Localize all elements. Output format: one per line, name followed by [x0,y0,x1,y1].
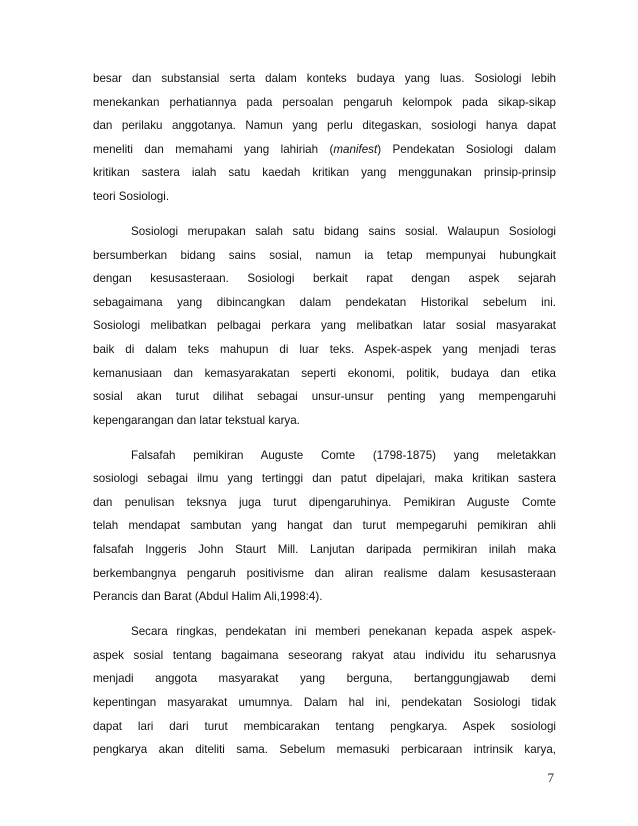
text-line: Perancis dan Barat (Abdul Halim Ali,1998:4). [93,590,323,604]
text-line: falsafah Inggeris John Staurt Mill. Lanjutan daripada permikiran inilah maka [93,543,556,557]
text-line: pengkarya akan diteliti sama. Sebelum memasuki perbicaraan intrinsik karya, [93,743,556,757]
text-line: menjadi anggota masyarakat yang berguna, bertanggungjawab demi [93,672,556,686]
text-line: kepentingan masyarakat umumnya. Dalam hal ini, pendekatan Sosiologi tidak [93,696,556,710]
text-line: baik di dalam teks mahupun di luar teks. Aspek-aspek yang menjadi teras [93,342,556,356]
paragraph-2 [93,220,556,432]
text-line: kritikan sastera ialah satu kaedah kritikan yang menggunakan prinsip-prinsip [93,166,556,180]
text-line: dengan kesusasteraan. Sosiologi berkait rapat dengan aspek sejarah [93,272,556,286]
text-line: aspek sosial tentang bagaimana seseorang rakyat atau individu itu seharusnya [93,648,556,662]
text-line: kemanusiaan dan kemasyarakatan seperti ekonomi, politik, budaya dan etika [93,366,556,380]
paragraph-3 [93,444,556,609]
paragraph-4 [93,620,556,762]
italic-term: manifest [333,142,378,156]
text-line: menekankan perhatiannya pada persoalan pengaruh kelompok pada sikap-sikap [93,95,556,109]
text-line: teori Sosiologi. [93,189,170,203]
text-line: bersumberkan bidang sains sosial, namun ia tetap mempunyai hubungkait [93,248,556,262]
text-line: kepengarangan dan latar tekstual karya. [93,413,300,427]
text-line: dan perilaku anggotanya. Namun yang perlu ditegaskan, sosiologi hanya dapat [93,119,556,133]
page-number: 7 [547,770,554,785]
text-line-with-italic: meneliti dan memahami yang lahiriah (manifest) Pendekatan Sosiologi dalam [93,142,556,156]
text-line: Secara ringkas, pendekatan ini memberi penekanan kepada aspek aspek- [131,625,556,639]
text-line: sosial akan turut dilihat sebagai unsur-unsur penting yang mempengaruhi [93,390,556,404]
text-line: Sosiologi merupakan salah satu bidang sains sosial. Walaupun Sosiologi [131,224,556,238]
text-line: sosiologi sebagai ilmu yang tertinggi dan patut dipelajari, maka kritikan sastera [93,472,556,486]
text-line: dapat lari dari turut membicarakan tentang pengkarya. Aspek sosiologi [93,719,556,733]
text-line: telah mendapat sambutan yang hangat dan turut mempegaruhi pemikiran ahli [93,519,556,533]
text-line: besar dan substansial serta dalam konteks budaya yang luas. Sosiologi lebih [93,72,556,85]
paragraph-1 [93,67,556,209]
body-text [93,67,556,773]
text-line: Falsafah pemikiran Auguste Comte (1798-1875) yang meletakkan [131,448,556,462]
text-line: sebagaimana yang dibincangkan dalam pendekatan Historikal sebelum ini. [93,295,556,309]
text-line: Sosiologi melibatkan pelbagai perkara yang melibatkan latar sosial masyarakat [93,319,556,333]
text-line: dan penulisan teksnya juga turut dipengaruhinya. Pemikiran Auguste Comte [93,495,556,509]
text-line: berkembangnya pengaruh positivisme dan aliran realisme dalam kesusasteraan [93,566,556,580]
